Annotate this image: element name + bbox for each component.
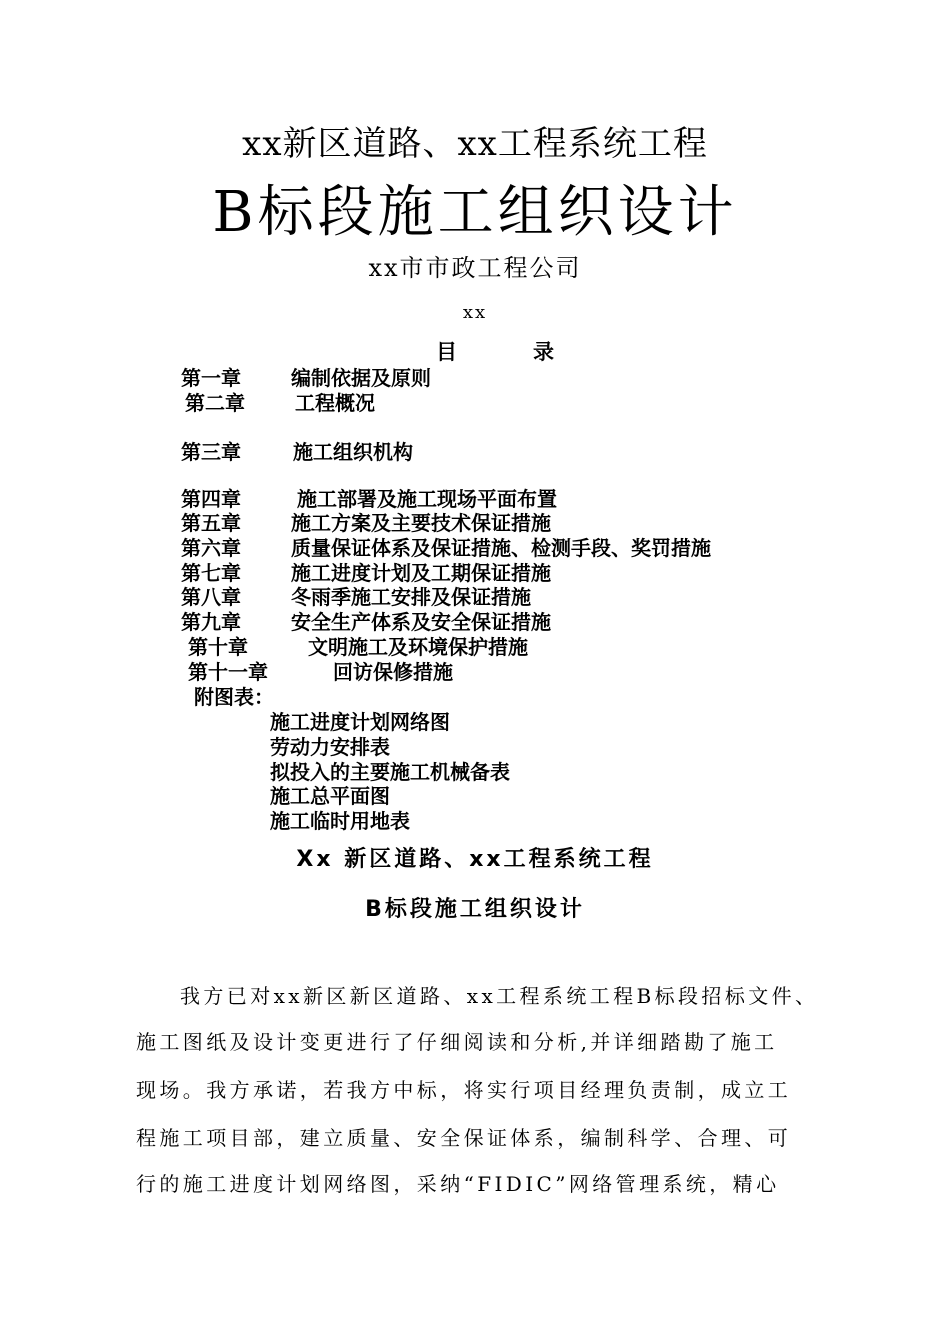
toc-heading-left: 目 xyxy=(436,340,457,364)
toc-chapter-title: 回访保修措施 xyxy=(333,660,453,684)
toc-chapter-title: 文明施工及环境保护措施 xyxy=(308,635,528,659)
toc-chapter-num: 第六章 xyxy=(181,536,241,560)
paragraph-line: 施工图纸及设计变更进行了仔细阅读和分析,并详细踏勘了施工 xyxy=(136,1030,778,1054)
section-heading-line1: Xx 新区道路、xx工程系统工程 xyxy=(296,847,654,872)
paragraph-line: 程施工项目部，建立质量、安全保证体系，编制科学、合理、可 xyxy=(136,1126,792,1150)
section-heading-line2: B标段施工组织设计 xyxy=(365,897,585,922)
toc-chapter-num: 第七章 xyxy=(181,561,241,585)
toc-chapter-title: 工程概况 xyxy=(295,391,375,415)
cover-date: xx xyxy=(462,302,488,323)
toc-appendix-label: 附图表： xyxy=(194,685,274,709)
cover-title-line1: xx新区道路、xx工程系统工程 xyxy=(242,124,708,164)
paragraph-line: 现场。我方承诺，若我方中标，将实行项目经理负责制，成立工 xyxy=(136,1078,792,1102)
toc-chapter-num: 第十一章 xyxy=(188,660,268,684)
toc-chapter-title: 安全生产体系及安全保证措施 xyxy=(291,610,551,634)
toc-chapter-title: 质量保证体系及保证措施、检测手段、奖罚措施 xyxy=(291,536,711,560)
toc-chapter-num: 第十章 xyxy=(188,635,248,659)
toc-appendix-item: 劳动力安排表 xyxy=(270,735,390,759)
toc-chapter-title: 施工进度计划及工期保证措施 xyxy=(291,561,551,585)
toc-chapter-num: 第八章 xyxy=(181,585,241,609)
toc-chapter-num: 第三章 xyxy=(181,440,241,464)
toc-heading xyxy=(436,336,554,366)
paragraph-line: 行的施工进度计划网络图，采纳“FIDIC”网络管理系统，精心 xyxy=(136,1172,780,1196)
toc-chapter-num: 第九章 xyxy=(181,610,241,634)
toc-appendix-item: 施工临时用地表 xyxy=(270,809,410,833)
toc-chapter-num: 第五章 xyxy=(181,511,241,535)
toc-heading-right: 录 xyxy=(533,340,554,364)
toc-appendix-item: 拟投入的主要施工机械备表 xyxy=(270,760,510,784)
toc-chapter-num: 第一章 xyxy=(181,366,241,390)
toc-chapter-title: 施工组织机构 xyxy=(293,440,413,464)
toc-chapter-title: 冬雨季施工安排及保证措施 xyxy=(291,585,531,609)
cover-company: xx市市政工程公司 xyxy=(368,254,582,282)
paragraph-line: 我方已对xx新区新区道路、xx工程系统工程B标段招标文件、 xyxy=(180,984,819,1008)
toc-appendix-item: 施工进度计划网络图 xyxy=(270,710,450,734)
toc-chapter-title: 施工部署及施工现场平面布置 xyxy=(297,487,557,511)
toc-chapter-title: 施工方案及主要技术保证措施 xyxy=(291,511,551,535)
cover-title-line2: B标段施工组织设计 xyxy=(212,180,738,245)
toc-chapter-num: 第四章 xyxy=(181,487,241,511)
toc-chapter-num: 第二章 xyxy=(185,391,245,415)
toc-appendix-item: 施工总平面图 xyxy=(270,784,390,808)
toc-chapter-title: 编制依据及原则 xyxy=(291,366,431,390)
